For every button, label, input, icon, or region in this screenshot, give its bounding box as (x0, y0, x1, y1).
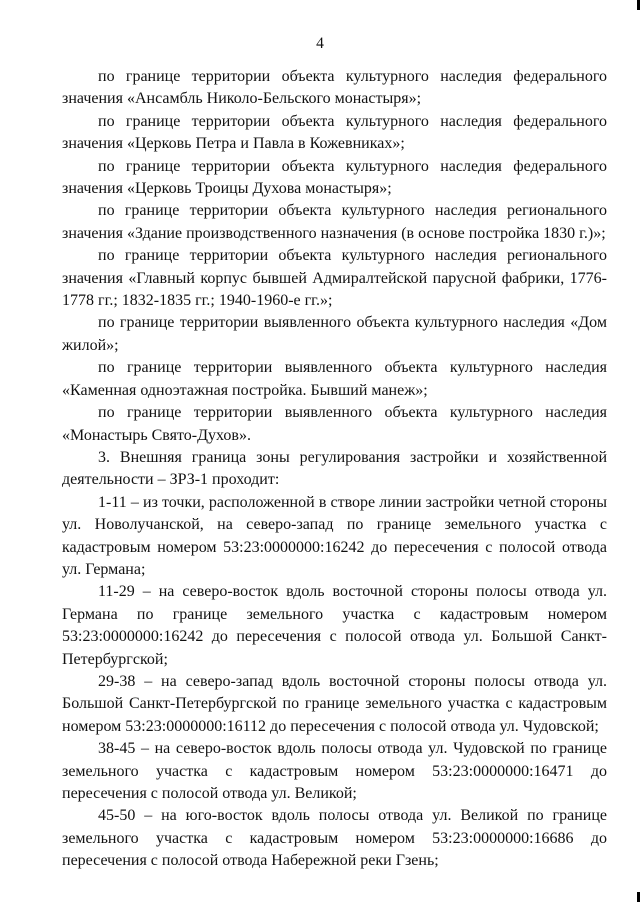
document-body (62, 66, 607, 873)
page-number: 4 (316, 35, 324, 52)
paragraph-boundary-dom-zhiloy: по границе территории выявленного объекта культурного наследия «Дом жилой»; (62, 314, 607, 354)
paragraph-boundary-petra-pavla: по границе территории объекта культурного наследия федерального значения «Церковь Петра и Павла в Кожевниках»; (62, 112, 607, 153)
paragraph-segment-29-38: 29-38 – на северо-запад вдоль восточной стороны полосы отвода ул. Большой Санкт-Петербургской по границе земельного участка с кадастровым номером 53:23:0000000:16112 до пересечения с полосой отвода ул. Чудовской; (62, 672, 607, 735)
paragraph-boundary-production-building: по границе территории объекта культурного наследия регионального значения «Здание производственного назначения (в основе постройка 1830 г.)»; (62, 202, 607, 242)
paragraph-segment-1-11: 1-11 – из точки, расположенной в створе линии застройки четной стороны ул. Новолучанской, на северо-запад по границе земельного участка с кадастровым номером 53:23:0000000:16242 до пересечения с полосой отвода ул. Германа; (62, 493, 607, 578)
paragraph-boundary-sail-factory: по границе территории объекта культурного наследия регионального значения «Главный корпус бывшей Адмиралтейской парусной фабрики, 1776-1778 гг.; 1832-1835 гг.; 1940-1960-е гг.»; (62, 247, 607, 310)
paragraph-boundary-manege: по границе территории выявленного объекта культурного наследия «Каменная одноэтажная постройка. Бывший манеж»; (62, 359, 607, 399)
paragraph-segment-38-45: 38-45 – на северо-восток вдоль полосы отвода ул. Чудовской по границе земельного участка с кадастровым номером 53:23:0000000:16471 до пересечения с полосой отвода ул. Великой; (62, 740, 607, 802)
paragraph-boundary-monastery: по границе территории выявленного объекта культурного наследия «Монастырь Свято-Духов». (62, 404, 607, 444)
paragraph-segment-11-29: 11-29 – на северо-восток вдоль восточной стороны полосы отвода ул. Германа по границе земельного участка с кадастровым номером 53:23:0000000:16242 до пересечения с полосой отвода ул. Большой Санкт-Петербургской; (62, 583, 607, 668)
paragraph-boundary-troitsy: по границе территории объекта культурного наследия федерального значения «Церковь Троицы Духова монастыря»; (62, 157, 607, 198)
paragraph-segment-45-50: 45-50 – на юго-восток вдоль полосы отвода ул. Великой по границе земельного участка с кадастровым номером 53:23:0000000:16686 до пересечения с полосой отвода Набережной реки Гзень; (62, 807, 607, 870)
paragraph-section-3-heading: 3. Внешняя граница зоны регулирования застройки и хозяйственной деятельности – ЗРЗ-1 проходит: (62, 448, 607, 489)
paragraph-boundary-nikolo-belsky: по границе территории объекта культурного наследия федерального значения «Ансамбль Николо-Бельского монастыря»; (62, 68, 607, 108)
